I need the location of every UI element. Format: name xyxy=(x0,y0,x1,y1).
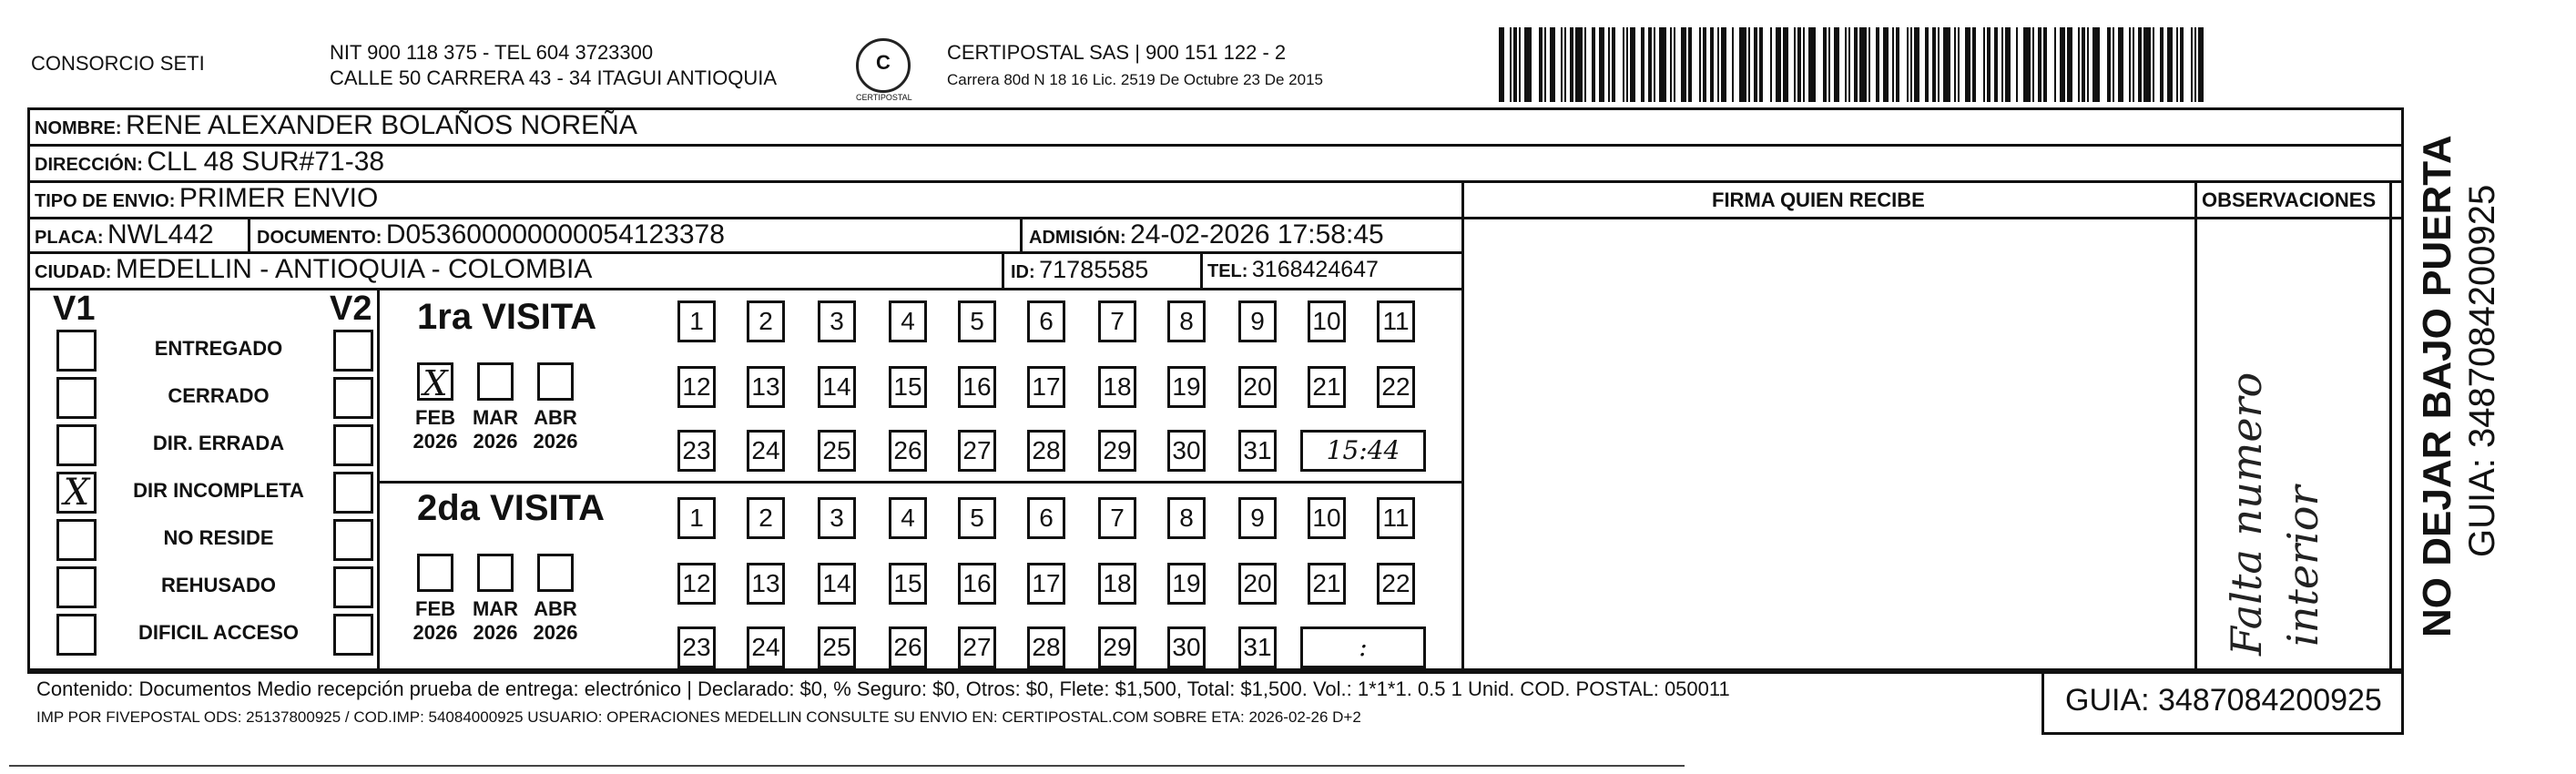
barcode-bar xyxy=(1499,27,1504,102)
day-box[interactable]: 1 xyxy=(677,497,716,539)
visit2-title: 2da VISITA xyxy=(417,488,605,528)
certipostal-line1: CERTIPOSTAL SAS | 900 151 122 - 2 xyxy=(947,41,1287,64)
day-box[interactable]: 31 xyxy=(1238,626,1277,668)
status-v1-checkbox[interactable]: X xyxy=(56,472,97,514)
day-box[interactable]: 22 xyxy=(1377,563,1415,605)
day-box[interactable]: 9 xyxy=(1238,300,1277,342)
status-v2-checkbox[interactable] xyxy=(333,424,373,466)
barcode-bar xyxy=(1654,27,1655,102)
day-box[interactable]: 3 xyxy=(818,497,856,539)
barcode-bar xyxy=(2032,27,2034,102)
barcode-bar xyxy=(1828,27,1830,102)
status-v2-checkbox[interactable] xyxy=(333,614,373,656)
barcode-bar xyxy=(1739,27,1746,102)
status-label: NO RESIDE xyxy=(163,526,274,549)
day-box[interactable]: 2 xyxy=(747,497,785,539)
day-box[interactable]: 4 xyxy=(889,300,927,342)
footer-imp: IMP POR FIVEPOSTAL ODS: 25137800925 / COD.IMP: 54084000925 USUARIO: OPERACIONES MEDELLIN CONSULTE SU ENVIO EN: CERTIPOSTAL.COM SOBRE ETA: 2026-02-26 D+2 xyxy=(36,708,1361,726)
month-label: MAR xyxy=(472,406,519,429)
barcode-bar xyxy=(1845,27,1847,102)
day-box[interactable]: 5 xyxy=(958,497,996,539)
barcode-bar xyxy=(1925,27,1929,102)
barcode-bar xyxy=(2160,27,2164,102)
day-box[interactable]: 27 xyxy=(958,430,996,472)
logo-icon: C xyxy=(856,38,911,93)
day-box[interactable]: 5 xyxy=(958,300,996,342)
barcode-bar xyxy=(1876,27,1879,102)
day-box[interactable]: 31 xyxy=(1238,430,1277,472)
barcode-bar xyxy=(1954,27,1956,102)
tel-label: TEL: xyxy=(1207,261,1248,281)
documento-label: DOCUMENTO: xyxy=(257,228,382,248)
barcode-bar xyxy=(1674,27,1675,102)
nombre-value: RENE ALEXANDER BOLAÑOS NOREÑA xyxy=(126,110,637,140)
barcode-bar xyxy=(1732,27,1734,102)
barcode-bar xyxy=(1797,27,1801,102)
day-box[interactable]: 23 xyxy=(677,430,716,472)
month-year: 2026 xyxy=(473,430,518,453)
id-row xyxy=(1011,253,1148,290)
day-box[interactable]: 26 xyxy=(889,430,927,472)
month-checkbox[interactable]: X xyxy=(417,362,453,401)
barcode-bar xyxy=(2005,27,2011,102)
month-label: ABR xyxy=(534,597,577,620)
barcode-bar xyxy=(2087,27,2089,102)
day-box[interactable]: 3 xyxy=(818,300,856,342)
barcode-bar xyxy=(2038,27,2041,102)
day-box[interactable]: 17 xyxy=(1027,563,1065,605)
barcode-bar xyxy=(2176,27,2178,102)
firma-label: FIRMA QUIEN RECIBE xyxy=(1712,188,1925,211)
admision-value: 24-02-2026 17:58:45 xyxy=(1130,219,1384,250)
barcode-bar xyxy=(1823,27,1827,102)
direccion-value: CLL 48 SUR#71-38 xyxy=(147,147,385,177)
barcode-bar xyxy=(2153,27,2154,102)
day-box[interactable]: 13 xyxy=(747,563,785,605)
day-box[interactable]: 11 xyxy=(1377,497,1415,539)
barcode-bar xyxy=(1539,27,1543,102)
ciudad-row xyxy=(35,253,592,290)
month-year: 2026 xyxy=(412,430,458,453)
barcode-bar xyxy=(1670,27,1672,102)
month-year: 2026 xyxy=(533,621,578,644)
day-box[interactable]: 11 xyxy=(1377,300,1415,342)
barcode-bar xyxy=(1965,27,1970,102)
month-year: 2026 xyxy=(533,430,578,453)
month-checkbox[interactable] xyxy=(537,362,574,401)
ciudad-label: CIUDAD: xyxy=(35,262,112,282)
id-label: ID: xyxy=(1011,262,1035,282)
status-v2-checkbox[interactable] xyxy=(333,377,373,419)
nombre-label: NOMBRE: xyxy=(35,118,122,138)
status-v1-checkbox[interactable] xyxy=(56,519,97,561)
barcode-bar xyxy=(1938,27,1940,102)
day-box[interactable]: 15 xyxy=(889,366,927,408)
barcode-bar xyxy=(1770,27,1772,102)
day-box[interactable]: 7 xyxy=(1098,300,1136,342)
barcode-bar xyxy=(1748,27,1750,102)
barcode-bar xyxy=(1599,27,1604,102)
barcode-bar xyxy=(1623,27,1624,102)
day-box[interactable]: 22 xyxy=(1377,366,1415,408)
barcode xyxy=(1499,27,2218,102)
barcode-bar xyxy=(2078,27,2080,102)
day-box[interactable]: 25 xyxy=(818,626,856,668)
tel-value: 3168424647 xyxy=(1251,257,1379,282)
barcode-bar xyxy=(1776,27,1781,102)
status-v2-checkbox[interactable] xyxy=(333,472,373,514)
barcode-bar xyxy=(1883,27,1889,102)
day-box[interactable]: 8 xyxy=(1167,300,1206,342)
barcode-bar xyxy=(2133,27,2134,102)
month-label: FEB xyxy=(415,597,455,620)
barcode-bar xyxy=(1641,27,1644,102)
barcode-bar xyxy=(1513,27,1517,102)
barcode-bar xyxy=(2092,27,2100,102)
barcode-bar xyxy=(1510,27,1512,102)
day-box[interactable]: 9 xyxy=(1238,497,1277,539)
day-box[interactable]: 24 xyxy=(747,626,785,668)
day-box[interactable]: 19 xyxy=(1167,563,1206,605)
direccion-label: DIRECCIÓN: xyxy=(35,155,143,175)
barcode-bar xyxy=(1914,27,1919,102)
month-checkbox[interactable] xyxy=(477,362,514,401)
ciudad-value: MEDELLIN - ANTIOQUIA - COLOMBIA xyxy=(115,254,593,284)
side-guia: GUIA: 3487084200925 xyxy=(2462,184,2502,557)
barcode-bar xyxy=(2129,27,2131,102)
month-checkbox[interactable] xyxy=(537,554,574,592)
day-box[interactable]: 30 xyxy=(1167,430,1206,472)
barcode-bar xyxy=(2180,27,2184,102)
barcode-bar xyxy=(1868,27,1870,102)
barcode-bar xyxy=(1896,27,1899,102)
status-label: ENTREGADO xyxy=(154,337,283,360)
barcode-bar xyxy=(2001,27,2003,102)
barcode-bar xyxy=(1524,27,1532,102)
v2-label: V2 xyxy=(330,290,372,328)
no-dejar-bajo-puerta: NO DEJAR BAJO PUERTA xyxy=(2415,135,2459,637)
footer-guia: GUIA: 3487084200925 xyxy=(2065,683,2382,718)
barcode-bar xyxy=(2167,27,2173,102)
visit1-title: 1ra VISITA xyxy=(417,297,597,337)
month-year: 2026 xyxy=(412,621,458,644)
barcode-bar xyxy=(1717,27,1719,102)
day-box[interactable]: 23 xyxy=(677,626,716,668)
barcode-bar xyxy=(2107,27,2111,102)
day-box[interactable]: 19 xyxy=(1167,366,1206,408)
day-box[interactable]: 14 xyxy=(818,563,856,605)
company-name: CONSORCIO SETI xyxy=(31,52,205,75)
barcode-bar xyxy=(1754,27,1757,102)
barcode-bar xyxy=(2016,27,2018,102)
admision-label: ADMISIÓN: xyxy=(1029,228,1126,248)
placa-label: PLACA: xyxy=(35,228,104,248)
barcode-bar xyxy=(1544,27,1546,102)
barcode-bar xyxy=(1854,27,1858,102)
barcode-bar xyxy=(1721,27,1726,102)
barcode-bar xyxy=(1592,27,1595,102)
barcode-bar xyxy=(1907,27,1909,102)
barcode-bar xyxy=(1892,27,1894,102)
id-value: 71785585 xyxy=(1039,256,1149,283)
admision-row xyxy=(1029,219,1384,256)
day-box[interactable]: 30 xyxy=(1167,626,1206,668)
day-box[interactable]: 6 xyxy=(1027,300,1065,342)
barcode-bar xyxy=(1943,27,1950,102)
day-box[interactable]: 1 xyxy=(677,300,716,342)
day-box[interactable]: 7 xyxy=(1098,497,1136,539)
address-line: CALLE 50 CARRERA 43 - 34 ITAGUI ANTIOQUIA xyxy=(330,66,778,89)
barcode-bar xyxy=(2054,27,2056,102)
barcode-bar xyxy=(1699,27,1701,102)
barcode-bar xyxy=(1681,27,1686,102)
footer-contenido: Contenido: Documentos Medio recepción prueba de entrega: electrónico | Declarado: $0, % Seguro: $0, Otros: $0, Flete: $1,500, Total: $1,500. Vol.: 1*1*1. 0.5 1 Unid. COD. POSTAL: 050011 xyxy=(36,677,1730,700)
day-box[interactable]: 10 xyxy=(1308,497,1346,539)
status-label: DIFICIL ACCESO xyxy=(137,621,299,644)
barcode-bar xyxy=(1710,27,1714,102)
barcode-bar xyxy=(1783,27,1788,102)
nombre-row xyxy=(35,109,637,147)
day-box[interactable]: 27 xyxy=(958,626,996,668)
status-v2-checkbox[interactable] xyxy=(333,566,373,608)
day-box[interactable]: 18 xyxy=(1098,366,1136,408)
status-label: DIR INCOMPLETA xyxy=(133,479,304,502)
tel-row xyxy=(1207,253,1379,290)
day-box[interactable]: 13 xyxy=(747,366,785,408)
nit-line: NIT 900 118 375 - TEL 604 3723300 xyxy=(330,41,654,64)
tipo-envio-row xyxy=(35,182,378,219)
day-box[interactable]: 17 xyxy=(1027,366,1065,408)
barcode-bar xyxy=(1608,27,1610,102)
barcode-bar xyxy=(1688,27,1692,102)
barcode-bar xyxy=(1803,27,1805,102)
main-form-frame xyxy=(27,107,2404,674)
status-v1-checkbox[interactable] xyxy=(56,424,97,466)
day-box[interactable]: 6 xyxy=(1027,497,1065,539)
status-v2-checkbox[interactable] xyxy=(333,330,373,372)
documento-value: D053600000000054123378 xyxy=(385,219,725,250)
day-box[interactable]: 10 xyxy=(1308,300,1346,342)
barcode-bar xyxy=(1983,27,1985,102)
barcode-bar xyxy=(1550,27,1555,102)
status-v2-checkbox[interactable] xyxy=(333,519,373,561)
barcode-bar xyxy=(1648,27,1652,102)
certipostal-logo xyxy=(856,38,911,102)
status-label: CERRADO xyxy=(168,384,270,407)
day-box[interactable]: 26 xyxy=(889,626,927,668)
month-year: 2026 xyxy=(473,621,518,644)
day-box[interactable]: 15 xyxy=(889,563,927,605)
documento-row xyxy=(257,219,725,256)
barcode-bar xyxy=(2067,27,2072,102)
barcode-bar xyxy=(1932,27,1936,102)
placa-row xyxy=(35,219,214,256)
observaciones-label: OBSERVACIONES xyxy=(2202,188,2377,211)
day-box[interactable]: 12 xyxy=(677,563,716,605)
barcode-bar xyxy=(2023,27,2031,102)
barcode-bar xyxy=(1834,27,1839,102)
barcode-bar xyxy=(1564,27,1566,102)
barcode-bar xyxy=(1570,27,1573,102)
status-v1-checkbox[interactable] xyxy=(56,377,97,419)
barcode-bar xyxy=(1561,27,1563,102)
placa-value: NWL442 xyxy=(107,219,214,250)
barcode-bar xyxy=(1910,27,1912,102)
barcode-bar xyxy=(1703,27,1706,102)
day-box[interactable]: 25 xyxy=(818,430,856,472)
certipostal-line2: Carrera 80d N 18 16 Lic. 2519 De Octubre 23 De 2015 xyxy=(947,71,1323,88)
observaciones-handwritten-line2: interior xyxy=(2278,485,2327,647)
day-box[interactable]: 14 xyxy=(818,366,856,408)
status-label: REHUSADO xyxy=(161,574,276,596)
barcode-bar xyxy=(2043,27,2047,102)
day-box[interactable]: 28 xyxy=(1027,430,1065,472)
barcode-bar xyxy=(1584,27,1586,102)
day-box[interactable]: 28 xyxy=(1027,626,1065,668)
logo-text: CERTIPOSTAL xyxy=(856,93,912,102)
barcode-bar xyxy=(1759,27,1763,102)
status-v1-checkbox[interactable] xyxy=(56,330,97,372)
day-box[interactable]: 8 xyxy=(1167,497,1206,539)
time-box[interactable]: 15:44 xyxy=(1300,430,1426,472)
barcode-bar xyxy=(2194,27,2196,102)
status-v1-checkbox[interactable] xyxy=(56,566,97,608)
barcode-bar xyxy=(2138,27,2142,102)
barcode-bar xyxy=(1794,27,1796,102)
barcode-bar xyxy=(1987,27,1991,102)
barcode-bar xyxy=(2082,27,2085,102)
barcode-bar xyxy=(1612,27,1615,102)
status-v1-checkbox[interactable] xyxy=(56,614,97,656)
day-box[interactable]: 2 xyxy=(747,300,785,342)
day-box[interactable]: 20 xyxy=(1238,366,1277,408)
barcode-bar xyxy=(1659,27,1666,102)
day-box[interactable]: 29 xyxy=(1098,626,1136,668)
day-box[interactable]: 21 xyxy=(1308,563,1346,605)
barcode-bar xyxy=(2143,27,2151,102)
day-box[interactable]: 20 xyxy=(1238,563,1277,605)
month-checkbox[interactable] xyxy=(477,554,514,592)
barcode-bar xyxy=(1575,27,1583,102)
status-label: DIR. ERRADA xyxy=(152,432,285,454)
day-box[interactable]: 21 xyxy=(1308,366,1346,408)
day-box[interactable]: 18 xyxy=(1098,563,1136,605)
day-box[interactable]: 24 xyxy=(747,430,785,472)
day-box[interactable]: 16 xyxy=(958,366,996,408)
month-label: FEB xyxy=(415,406,455,429)
month-checkbox[interactable] xyxy=(417,554,453,592)
day-box[interactable]: 4 xyxy=(889,497,927,539)
day-box[interactable]: 16 xyxy=(958,563,996,605)
tipo-envio-value: PRIMER ENVIO xyxy=(178,183,379,213)
barcode-bar xyxy=(2118,27,2123,102)
barcode-bar xyxy=(1626,27,1628,102)
tipo-envio-label: TIPO DE ENVIO: xyxy=(35,191,176,211)
observaciones-handwritten-line1: Falta numero xyxy=(2222,372,2271,656)
barcode-bar xyxy=(1808,27,1816,102)
direccion-row xyxy=(35,146,384,183)
barcode-bar xyxy=(2113,27,2114,102)
barcode-bar xyxy=(1848,27,1850,102)
time-box[interactable]: : xyxy=(1300,626,1426,668)
barcode-bar xyxy=(1859,27,1867,102)
barcode-bar xyxy=(2191,27,2193,102)
barcode-bar xyxy=(2060,27,2065,102)
barcode-bar xyxy=(2198,27,2204,102)
day-box[interactable]: 29 xyxy=(1098,430,1136,472)
barcode-bar xyxy=(1630,27,1635,102)
day-box[interactable]: 12 xyxy=(677,366,716,408)
barcode-bar xyxy=(1994,27,1998,102)
barcode-bar xyxy=(1519,27,1521,102)
barcode-bar xyxy=(1972,27,1976,102)
barcode-bar xyxy=(1958,27,1960,102)
v1-label: V1 xyxy=(53,290,96,328)
month-label: ABR xyxy=(534,406,577,429)
month-label: MAR xyxy=(472,597,519,620)
